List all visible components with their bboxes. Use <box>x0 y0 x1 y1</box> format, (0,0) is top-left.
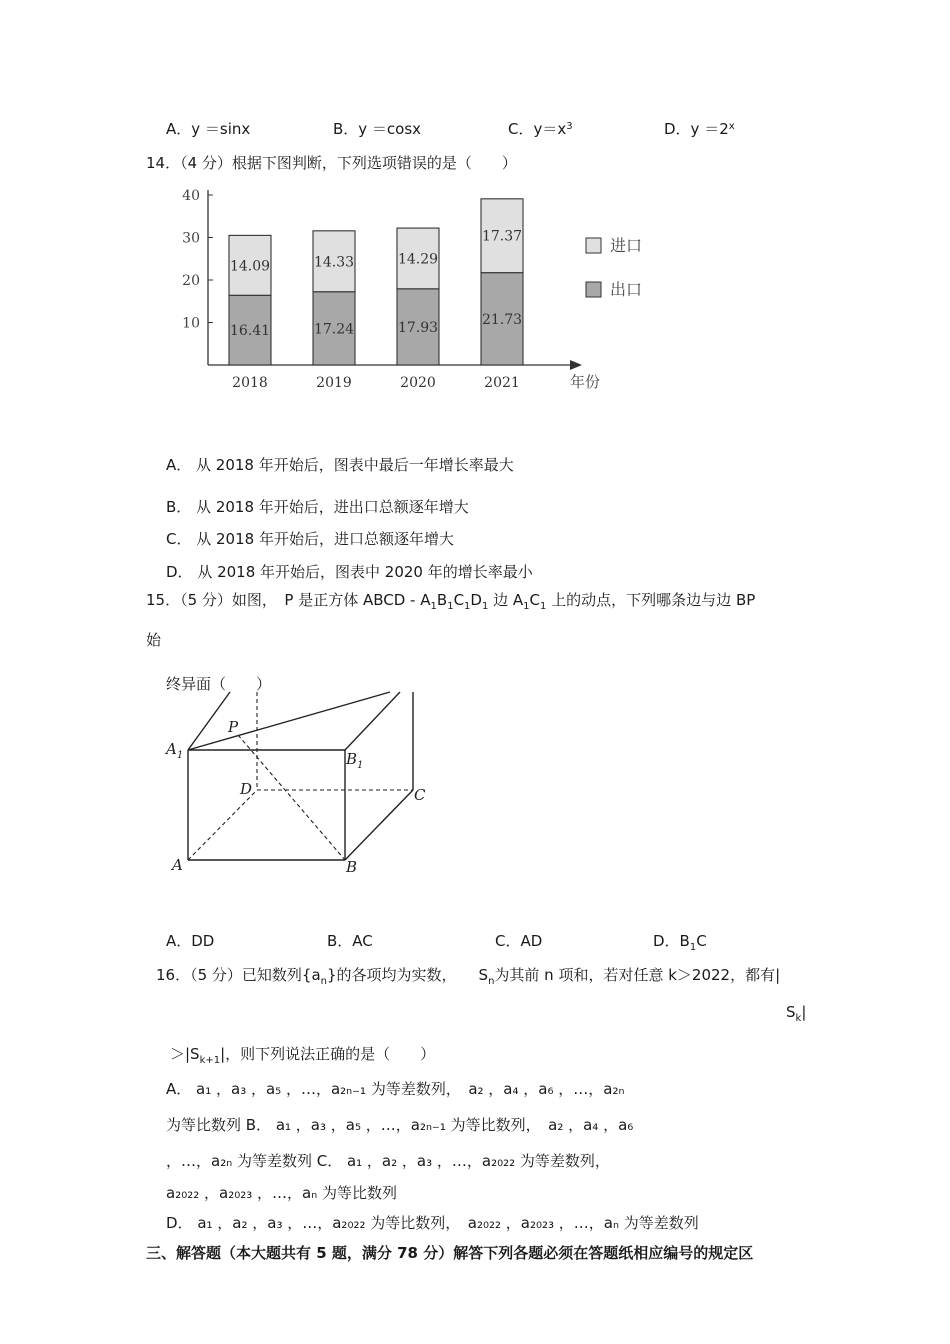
data-label: 17.24 <box>313 321 355 338</box>
y-tick-label: 30 <box>182 230 200 247</box>
section-3-heading: 三、解答题（本大题共有 5 题，满分 78 分）解答下列各题必须在答题纸相应编号的规定区 <box>146 1244 754 1262</box>
q13-option-c: C．$y=x^3$ <box>508 120 573 138</box>
q15-option-c: C．AD <box>495 932 543 950</box>
edge-ad <box>188 790 257 860</box>
q16-stem: 16．（5 分）已知数列$\{a_n\}$的各项均为实数， $S_n$为其前 n 项和，若对任意 k＞2022，都有| <box>156 966 781 987</box>
segment-bp <box>238 735 345 860</box>
q15-stem: 15．（5 分）如图， P 是正方体 ABCD - $A_1B_1C_1D_1$ 边 $A_1C_1$ 上的动点，下列哪条边与边 BP <box>146 591 756 612</box>
diag-a1c1 <box>188 692 390 750</box>
data-label: 17.37 <box>481 228 523 245</box>
x-axis-label: 年份 <box>570 373 601 391</box>
q13-option-d: D．$y =2^x$ <box>664 120 735 138</box>
q13-option-b: B．y ＝cosx <box>333 120 422 138</box>
edge-bc <box>345 790 413 860</box>
q16-stem-line2: $S_k|$ <box>786 1003 807 1024</box>
label-b: B <box>346 858 358 876</box>
legend-swatch <box>586 238 601 253</box>
y-tick-label: 40 <box>182 188 200 204</box>
q14-option-d: D． 从 2018 年开始后，图表中 2020 年的增长率最小 <box>166 563 533 581</box>
q14-stacked-bar-chart <box>170 180 650 400</box>
q16-option-c-cont: a₂₀₂₂ ，a₂₀₂₃ ，…，aₙ 为等比数列 <box>166 1184 397 1202</box>
data-label: 14.09 <box>229 258 271 275</box>
q14-option-c: C． 从 2018 年开始后，进口总额逐年增大 <box>166 530 454 548</box>
q14-stem: 14．（4 分）根据下图判断，下列选项错误的是（ ） <box>146 154 517 172</box>
label-a1: $A_1$ <box>166 740 184 761</box>
x-tick-label: 2021 <box>484 375 520 391</box>
q16-option-b-cont: ，…，a₂ₙ 为等差数列 C． a₁ ，a₂ ，a₃ ，…，a₂₀₂₂ 为等差数列， <box>166 1152 610 1170</box>
label-d: D <box>240 780 253 798</box>
q15-stem-wrap: 始 <box>146 631 162 649</box>
q15-stem-line3: 终异面（ ） <box>166 675 272 693</box>
data-label: 14.33 <box>313 254 355 271</box>
data-label: 21.73 <box>481 311 523 328</box>
label-p: P <box>228 718 239 736</box>
label-b1: $B_1$ <box>346 750 364 771</box>
legend-swatch <box>586 282 601 297</box>
data-label: 16.41 <box>229 323 271 340</box>
edge-b1c1 <box>345 692 400 750</box>
q15-option-a: A．DD <box>166 932 215 950</box>
y-tick-label: 10 <box>182 315 200 332</box>
x-tick-label: 2020 <box>400 375 436 391</box>
q15-cube-figure <box>160 688 440 888</box>
q14-option-b: B． 从 2018 年开始后，进出口总额逐年增大 <box>166 498 469 516</box>
data-label: 14.29 <box>397 251 439 268</box>
q15-option-b: B．AC <box>327 932 373 950</box>
x-axis-arrow <box>570 360 582 370</box>
q15-option-d: D．$B_1C$ <box>653 932 707 953</box>
q14-option-a: A． 从 2018 年开始后，图表中最后一年增长率最大 <box>166 456 514 474</box>
y-tick-label: 20 <box>182 273 200 289</box>
legend-label: 进口 <box>610 236 643 255</box>
x-tick-label: 2018 <box>232 375 268 391</box>
label-a: A <box>172 856 183 874</box>
q16-option-a: A． a₁ ，a₃ ，a₅ ，…，a₂ₙ₋₁ 为等差数列， a₂ ，a₄ ，a₆ ，…，a₂ₙ <box>166 1080 625 1098</box>
q13-option-a: A．y ＝sinx <box>166 120 251 138</box>
label-c: C <box>414 786 426 804</box>
edge-a1d1 <box>188 692 230 750</box>
q16-stem-line3: $>|S_{k+1}|$，则下列说法正确的是（ ） <box>170 1045 436 1066</box>
data-label: 17.93 <box>397 319 439 336</box>
q16-option-b: 为等比数列 B． a₁ ，a₃ ，a₅ ，…，a₂ₙ₋₁ 为等比数列， a₂ ，a₄ ，a₆ <box>166 1116 634 1134</box>
legend-label: 出口 <box>610 280 643 299</box>
x-tick-label: 2019 <box>316 375 352 391</box>
q16-option-d: D． a₁ ，a₂ ，a₃ ，…，a₂₀₂₂ 为等比数列， a₂₀₂₂ ，a₂₀₂₃ ，…，aₙ 为等差数列 <box>166 1214 699 1232</box>
